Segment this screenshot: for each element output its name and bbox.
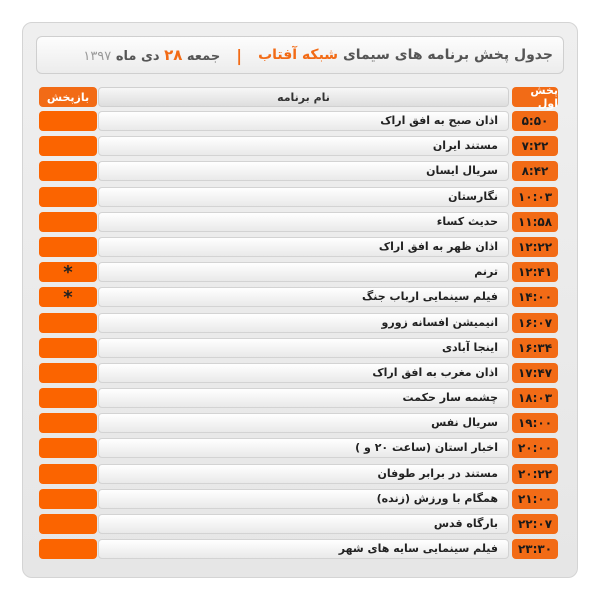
rerun-cell [39,539,97,559]
table-row [36,187,564,207]
table-row [36,287,564,307]
column-rerun: بازپخش [39,87,97,107]
time-cell: ۱۷:۴۷ [512,363,558,383]
time-cell: ۱۶:۰۷ [512,313,558,333]
schedule-table [36,111,564,564]
program-name-cell: فیلم سینمایی سایه های شهر [98,539,509,559]
rerun-cell [39,464,97,484]
program-name-cell: اذان مغرب به افق اراک [98,363,509,383]
channel-name: شبکه آفتاب [258,47,339,63]
program-name-cell: مستند ایران [98,136,509,156]
broadcast-date [83,46,220,64]
time-cell: ۱۴:۰۰ [512,287,558,307]
time-cell: ۲۱:۰۰ [512,489,558,509]
table-row [36,212,564,232]
program-name-cell: مستند در برابر طوفان [98,464,509,484]
table-row [36,136,564,156]
program-name-cell: بارگاه قدس [98,514,509,534]
program-name-cell: چشمه سار حکمت [98,388,509,408]
table-row [36,338,564,358]
table-row [36,111,564,131]
table-row [36,438,564,458]
rerun-cell [39,489,97,509]
time-cell: ۵:۵۰ [512,111,558,131]
time-cell: ۱۹:۰۰ [512,413,558,433]
rerun-cell [39,514,97,534]
title-prefix: جدول پخش برنامه های سیمای [342,47,553,63]
column-program-name: نام برنامه [98,87,509,107]
page-title [258,47,553,63]
rerun-cell [39,187,97,207]
header-separator: | [236,45,243,65]
rerun-cell [39,212,97,232]
rerun-cell [39,161,97,181]
table-row [36,413,564,433]
table-row [36,514,564,534]
table-row [36,539,564,559]
time-cell: ۱۱:۵۸ [512,212,558,232]
program-name-cell: فیلم سینمایی ارباب جنگ [98,287,509,307]
rerun-cell [39,438,97,458]
program-name-cell: سریال ایسان [98,161,509,181]
table-row [36,237,564,257]
rerun-cell: * [39,287,97,307]
time-cell: ۲۰:۲۲ [512,464,558,484]
time-cell: ۲۰:۰۰ [512,438,558,458]
program-name-cell: همگام با ورزش (زنده) [98,489,509,509]
time-cell: ۲۲:۰۷ [512,514,558,534]
column-first-airing: پخش اول [512,87,558,107]
table-row [36,489,564,509]
table-row [36,161,564,181]
time-cell: ۲۳:۳۰ [512,539,558,559]
day-number: ۲۸ [164,46,183,64]
time-cell: ۱۶:۳۴ [512,338,558,358]
program-name-cell: حدیث کساء [98,212,509,232]
program-name-cell: انیمیشن افسانه زورو [98,313,509,333]
rerun-cell [39,237,97,257]
day-name: جمعه [186,49,221,64]
rerun-cell [39,136,97,156]
time-cell: ۱۲:۲۲ [512,237,558,257]
program-name-cell: اذان ظهر به افق اراک [98,237,509,257]
time-cell: ۱۰:۰۳ [512,187,558,207]
table-row [36,388,564,408]
time-cell: ۸:۴۲ [512,161,558,181]
year-label: ۱۳۹۷ [83,49,112,64]
rerun-cell [39,363,97,383]
table-row [36,363,564,383]
rerun-cell [39,413,97,433]
program-name-cell: اذان صبح به افق اراک [98,111,509,131]
table-row [36,313,564,333]
table-row [36,262,564,282]
rerun-cell: * [39,262,97,282]
time-cell: ۷:۲۲ [512,136,558,156]
rerun-cell [39,338,97,358]
program-name-cell: اخبار استان (ساعت ۲۰ و ) [98,438,509,458]
month-label: دی ماه [115,49,160,64]
program-name-cell: ترنم [98,262,509,282]
rerun-cell [39,313,97,333]
program-name-cell: اینجا آبادی [98,338,509,358]
time-cell: ۱۲:۴۱ [512,262,558,282]
schedule-header [36,36,564,74]
time-cell: ۱۸:۰۳ [512,388,558,408]
table-row [36,464,564,484]
program-name-cell: سریال نفس [98,413,509,433]
rerun-cell [39,388,97,408]
program-name-cell: نگارستان [98,187,509,207]
rerun-cell [39,111,97,131]
